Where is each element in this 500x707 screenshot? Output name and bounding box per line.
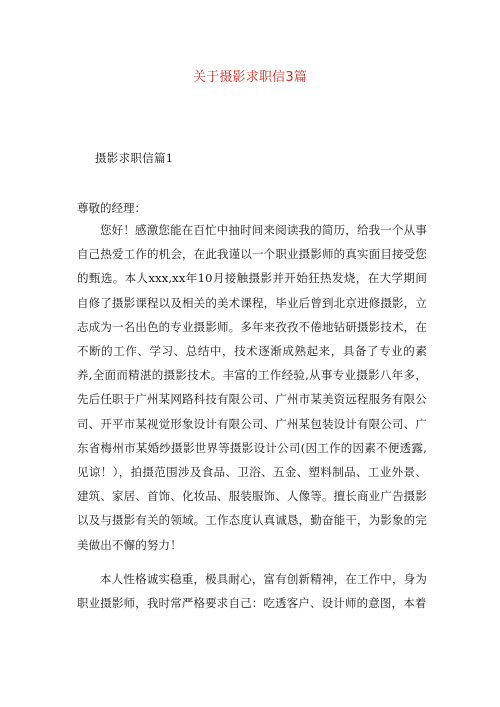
section-heading: 摄影求职信篇1 [95, 151, 174, 165]
body-paragraph-2: 本人性格诚实稳重，极具耐心，富有创新精神，在工作中，身为职业摄影师，我时常严格要求自己：吃透客户、设计师的意图，本着 [77, 572, 427, 611]
body-paragraph-1: 您好！感激您能在百忙中抽时间来阅读我的简历，给我一个从事自己热爱工作的机会，在此我谨以一个职业摄影师的真实面目接受您的甄选。本人xxx,xx年10月接触摄影并开始狂热发烧，在大学期间自修了摄影课程以及相关的美术课程，毕业后曾到北京进修摄影，立志成为一名出色的专业摄影师。多年来孜孜不倦地钻研摄影技术，在不断的工作、学习、总结中，技术逐渐成熟起来，具备了专业的素养,全面而精湛的摄影技术。丰富的工作经验,从事专业摄影八年多，先后任职于广州某网路科技有限公司、广州市某美资远程服务有限公司、开平市某视觉形象设计有限公司、广州某包装设计有限公司、广东省梅州市某婚纱摄影世界等摄影设计公司(因工作的因素不便透露,见谅！），拍摄范围涉及食品、卫浴、五金、塑料制品、工业外景、建筑、家居、首饰、化妆品、服装服饰、人像等。擅长商业广告摄影以及与摄影有关的领域。工作态度认真诚恳，勤奋能干，为影象的完美做出不懈的努力！ [77, 223, 427, 552]
salutation: 尊敬的经理： [77, 201, 146, 215]
document-title: 关于摄影求职信3篇 [192, 70, 308, 85]
